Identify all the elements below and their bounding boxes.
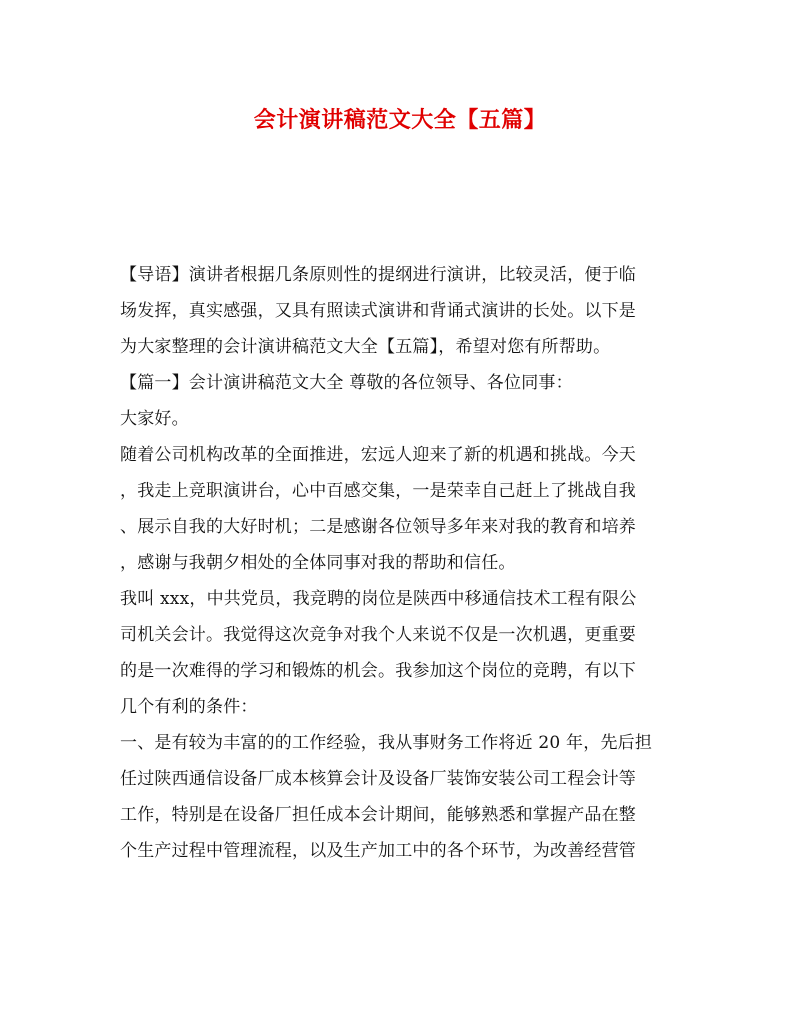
text-line: 场发挥，真实感强，又具有照读式演讲和背诵式演讲的长处。以下是 [120, 301, 636, 321]
text-line: 个生产过程中管理流程，以及生产加工中的各个环节，为改善经营管 [120, 841, 636, 861]
text-line: 【篇一】会计演讲稿范文大全 尊敬的各位领导、各位同事： [120, 373, 573, 393]
text-line: 任过陕西通信设备厂成本核算会计及设备厂装饰安装公司工程会计等 [120, 769, 636, 789]
text-line: 一、是有较为丰富的的工作经验，我从事财务工作将近 20 年，先后担 [120, 733, 653, 753]
text-line: 随着公司机构改革的全面推进，宏远人迎来了新的机遇和挑战。今天 [120, 445, 636, 465]
text-line: 我叫 xxx，中共党员，我竞聘的岗位是陕西中移通信技术工程有限公 [120, 589, 637, 609]
text-line: 工作，特别是在设备厂担任成本会计期间，能够熟悉和掌握产品在整 [120, 805, 636, 825]
document-title: 会计演讲稿范文大全【五篇】 [253, 107, 547, 133]
text-line: 、展示自我的大好时机；二是感谢各位领导多年来对我的教育和培养 [120, 517, 636, 537]
text-line: 大家好。 [120, 409, 189, 429]
text-line: 的是一次难得的学习和锻炼的机会。我参加这个岗位的竞聘，有以下 [120, 661, 636, 681]
text-line: 【导语】演讲者根据几条原则性的提纲进行演讲，比较灵活，便于临 [120, 265, 636, 285]
text-line: 为大家整理的会计演讲稿范文大全【五篇】，希望对您有所帮助。 [120, 337, 611, 357]
text-line: 司机关会计。我觉得这次竞争对我个人来说不仅是一次机遇，更重要 [120, 625, 636, 645]
text-line: ，感谢与我朝夕相处的全体同事对我的帮助和信任。 [120, 553, 516, 573]
document-body [120, 257, 685, 869]
text-line: 几个有利的条件： [120, 697, 258, 717]
text-line: ，我走上竞职演讲台，心中百感交集，一是荣幸自己赶上了挑战自我 [120, 481, 636, 501]
